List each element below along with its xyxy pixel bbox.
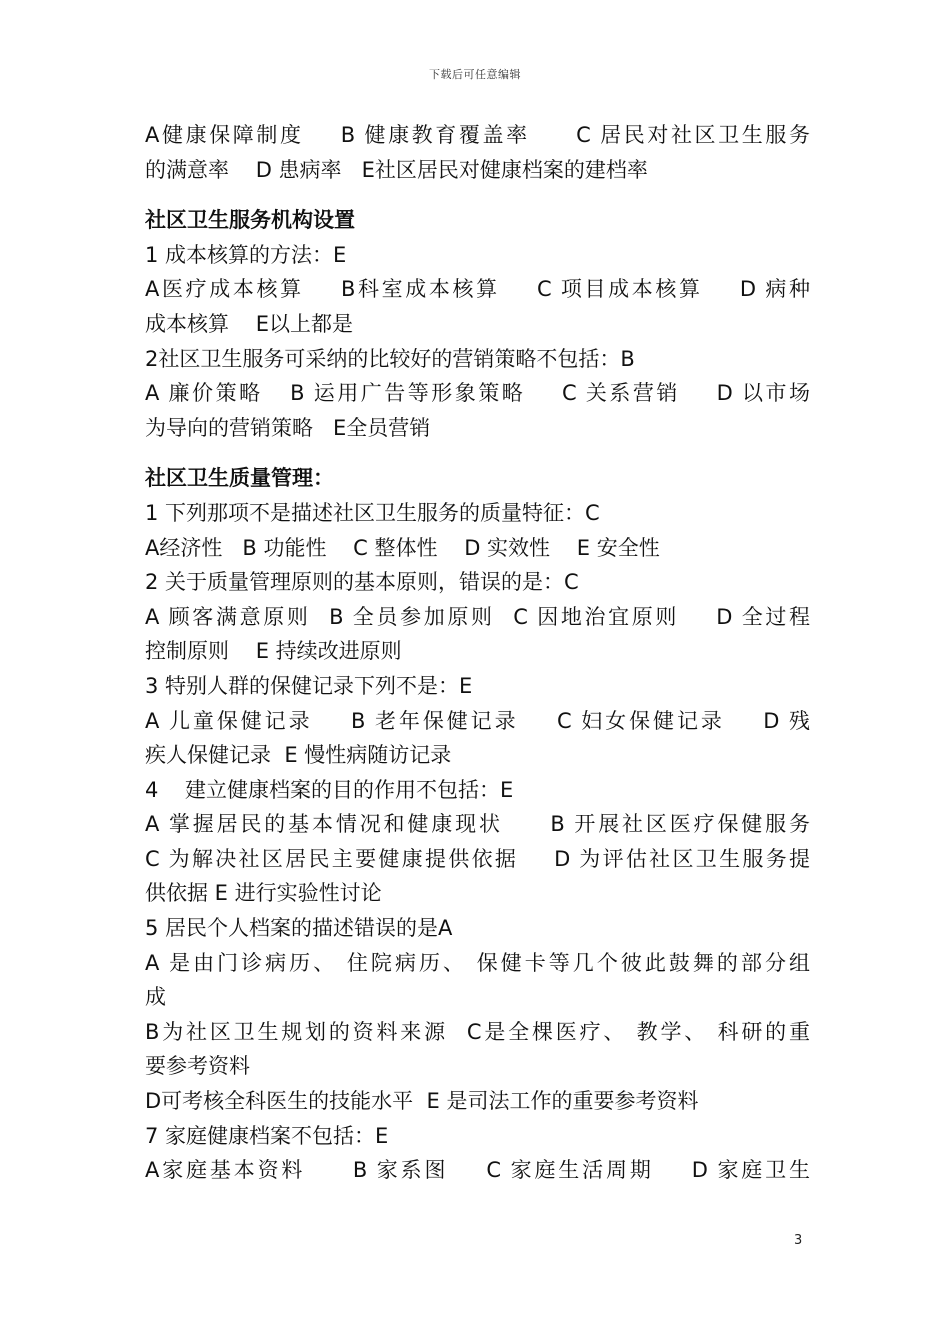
text-line: 的满意率 D 患病率 E社区居民对健康档案的建档率 — [145, 157, 648, 182]
text-line: 供依据 E 进行实验性讨论 — [145, 881, 382, 906]
text-line: 成本核算 E以上都是 — [145, 311, 353, 336]
text-line: B为社区卫生规划的资料来源 C是全棵医疗、 教学、 科研的重 — [145, 1019, 810, 1044]
text-line: 1 成本核算的方法：E — [145, 242, 347, 267]
text-line: 成 — [145, 985, 166, 1010]
page-header: 下载后可任意编辑 — [429, 68, 521, 81]
text-line: 2 关于质量管理原则的基本原则，错误的是：C — [145, 570, 579, 595]
text-line: A经济性 B 功能性 C 整体性 D 实效性 E 安全性 — [145, 535, 660, 560]
text-line: 7 家庭健康档案不包括：E — [145, 1123, 389, 1148]
document-body — [145, 118, 810, 1188]
text-line: 2社区卫生服务可采纳的比较好的营销策略不包括：B — [145, 346, 635, 371]
text-line: A 顾客满意原则 B 全员参加原则 C 因地治宜原则 D 全过程 — [145, 604, 810, 629]
text-line: A 掌握居民的基本情况和健康现状 B 开展社区医疗保健服务 — [145, 812, 810, 837]
text-line: 要参考资料 — [145, 1054, 250, 1079]
text-line: A健康保障制度 B 健康教育覆盖率 C 居民对社区卫生服务 — [145, 123, 810, 147]
text-line: 4 建立健康档案的目的作用不包括：E — [145, 777, 514, 802]
text-line: 控制原则 E 持续改进原则 — [145, 639, 402, 664]
text-line: 5 居民个人档案的描述错误的是A — [145, 916, 453, 941]
text-line: A 是由门诊病历、 住院病历、 保健卡等几个彼此鼓舞的部分组 — [145, 950, 810, 975]
text-line: 为导向的营销策略 E全员营销 — [145, 415, 431, 440]
text-line: 疾人保健记录 E 慢性病随访记录 — [145, 743, 452, 768]
text-line: A家庭基本资料 B 家系图 C 家庭生活周期 D 家庭卫生 — [145, 1158, 810, 1183]
text-line: D可考核全科医生的技能水平 E 是司法工作的重要参考资料 — [145, 1089, 699, 1114]
text-line: A 廉价策略 B 运用广告等形象策略 C 关系营销 D 以市场 — [145, 381, 810, 406]
page-number: 3 — [794, 1233, 803, 1248]
text-line: C 为解决社区居民主要健康提供依据 D 为评估社区卫生服务提 — [145, 846, 810, 871]
text-line: A医疗成本核算 B科室成本核算 C 项目成本核算 D 病种 — [145, 277, 810, 302]
section-heading: 社区卫生服务机构设置 — [145, 208, 355, 233]
text-line: 3 特别人群的保健记录下列不是：E — [145, 673, 473, 698]
section-heading: 社区卫生质量管理： — [145, 466, 334, 491]
text-line: A 儿童保健记录 B 老年保健记录 C 妇女保健记录 D 残 — [145, 708, 810, 733]
text-line: 1 下列那项不是描述社区卫生服务的质量特征：C — [145, 500, 600, 525]
